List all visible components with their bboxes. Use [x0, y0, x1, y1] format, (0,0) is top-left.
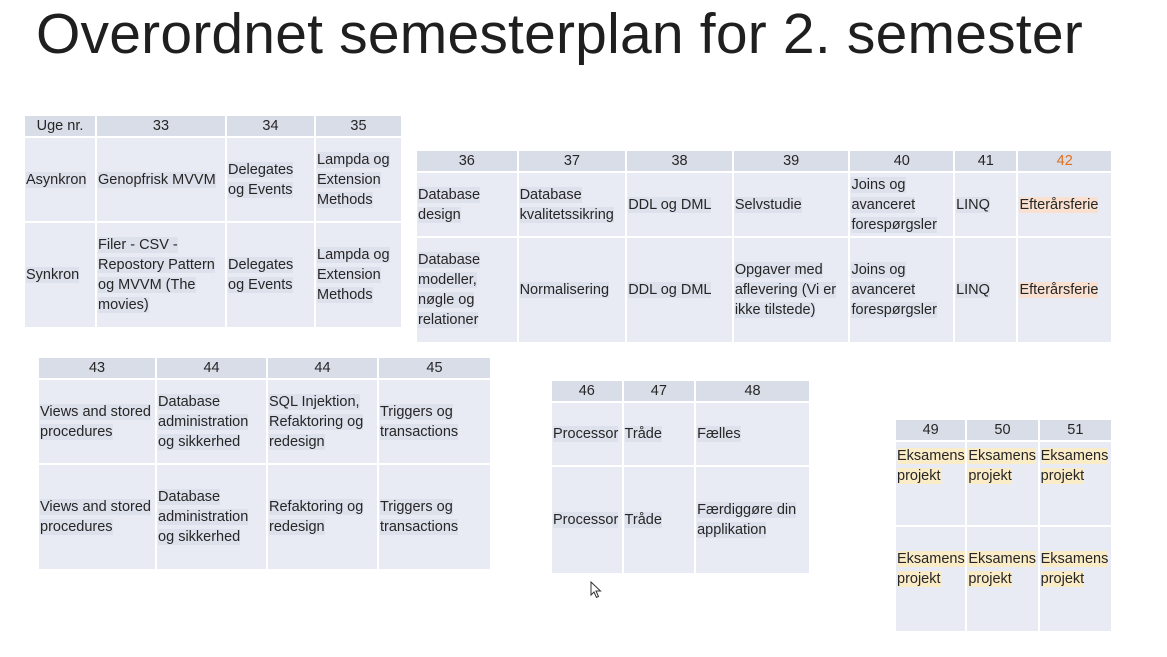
header-cell: 40	[850, 151, 953, 171]
header-cell: 46	[552, 381, 622, 401]
header-cell: Uge nr.	[25, 116, 95, 136]
table-cell: Joins og avanceret forespørgsler	[850, 173, 953, 236]
header-cell: 37	[519, 151, 626, 171]
table-cell: Normalisering	[519, 238, 626, 342]
table-cell: Database administration og sikkerhed	[157, 380, 266, 463]
header-cell: 44	[268, 358, 377, 378]
table-cell-exam: Eksamens projekt	[896, 442, 965, 525]
table-cell-exam: Eksamens projekt	[967, 442, 1037, 525]
table-cell: LINQ	[955, 173, 1016, 236]
header-cell: 50	[967, 420, 1037, 440]
semester-table-weeks-46-48	[550, 379, 811, 575]
header-cell: 35	[316, 116, 401, 136]
table-cell: Database modeller, nøgle og relationer	[417, 238, 517, 342]
semester-table-weeks-43-45	[37, 356, 492, 571]
table-header-row	[39, 358, 490, 378]
header-cell: 51	[1040, 420, 1111, 440]
semester-table-weeks-33-35	[23, 114, 403, 329]
table-cell: Joins og avanceret forespørgsler	[850, 238, 953, 342]
table-cell-exam: Eksamens projekt	[1040, 527, 1111, 631]
table-cell: Fælles	[696, 403, 809, 465]
table-row-synkron	[552, 467, 809, 573]
table-cell: Database kvalitetssikring	[519, 173, 626, 236]
table-cell-exam: Eksamens projekt	[1040, 442, 1111, 525]
header-cell: 49	[896, 420, 965, 440]
table-header-row	[417, 151, 1111, 171]
table-cell: Triggers og transactions	[379, 380, 490, 463]
table-cell-exam: Eksamens projekt	[967, 527, 1037, 631]
header-cell-autumn-break: 42	[1018, 151, 1111, 171]
table-row-asynkron	[896, 442, 1111, 525]
header-cell: 48	[696, 381, 809, 401]
table-cell: Processor	[552, 467, 622, 573]
table-cell: Database administration og sikkerhed	[157, 465, 266, 569]
table-cell: Tråde	[624, 403, 695, 465]
table-row-asynkron	[552, 403, 809, 465]
table-cell: Views and stored procedures	[39, 465, 155, 569]
header-cell: 44	[157, 358, 266, 378]
row-label: Synkron	[25, 223, 95, 327]
page-title: Overordnet semesterplan for 2. semester	[36, 2, 1083, 66]
table-cell: LINQ	[955, 238, 1016, 342]
table-cell: Triggers og transactions	[379, 465, 490, 569]
table-cell: SQL Injektion, Refaktoring og redesign	[268, 380, 377, 463]
table-cell: Genopfrisk MVVM	[97, 138, 225, 221]
table-cell: Færdiggøre din applikation	[696, 467, 809, 573]
table-row-synkron	[896, 527, 1111, 631]
header-cell: 43	[39, 358, 155, 378]
table-cell: Lampda og Extension Methods	[316, 138, 401, 221]
table-cell: Database design	[417, 173, 517, 236]
table-cell-autumn-break: Efterårsferie	[1018, 238, 1111, 342]
header-cell: 34	[227, 116, 314, 136]
table-row-synkron	[417, 238, 1111, 342]
table-cell: Processor	[552, 403, 622, 465]
table-cell: Refaktoring og redesign	[268, 465, 377, 569]
table-cell: Filer - CSV - Repostory Pattern og MVVM (The movies)	[97, 223, 225, 327]
header-cell: 47	[624, 381, 695, 401]
table-cell: Delegates og Events	[227, 223, 314, 327]
header-cell: 45	[379, 358, 490, 378]
table-cell: Lampda og Extension Methods	[316, 223, 401, 327]
table-cell-autumn-break: Efterårsferie	[1018, 173, 1111, 236]
header-cell: 39	[734, 151, 849, 171]
table-cell-exam: Eksamens projekt	[896, 527, 965, 631]
header-cell: 36	[417, 151, 517, 171]
header-cell: 38	[627, 151, 732, 171]
table-cell: Selvstudie	[734, 173, 849, 236]
table-row-asynkron	[417, 173, 1111, 236]
table-row-asynkron	[39, 380, 490, 463]
header-cell: 41	[955, 151, 1016, 171]
row-label: Asynkron	[25, 138, 95, 221]
table-header-row	[25, 116, 401, 136]
table-cell: Views and stored procedures	[39, 380, 155, 463]
table-cell: Opgaver med aflevering (Vi er ikke tilstede)	[734, 238, 849, 342]
semester-table-weeks-49-51	[894, 418, 1113, 633]
table-cell: Delegates og Events	[227, 138, 314, 221]
table-cell: DDL og DML	[627, 238, 732, 342]
table-cell: DDL og DML	[627, 173, 732, 236]
table-header-row	[552, 381, 809, 401]
table-row-synkron	[39, 465, 490, 569]
table-row-synkron	[25, 223, 401, 327]
header-cell: 33	[97, 116, 225, 136]
semester-table-weeks-36-42	[415, 149, 1113, 344]
table-row-asynkron	[25, 138, 401, 221]
table-header-row	[896, 420, 1111, 440]
table-cell: Tråde	[624, 467, 695, 573]
